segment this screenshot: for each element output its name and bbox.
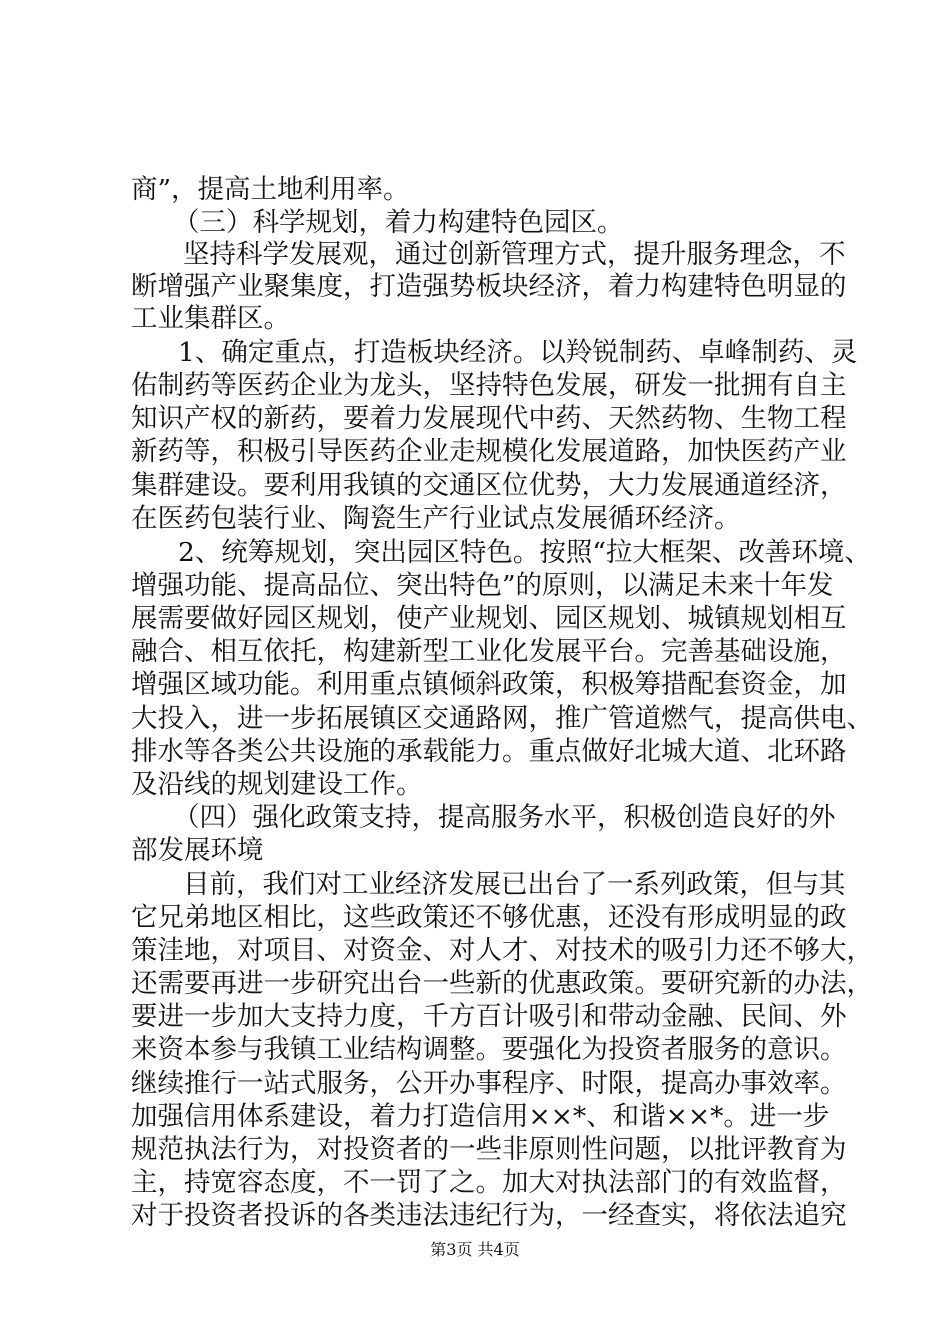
section-heading: （三）科学规划，着力构建特色园区。: [173, 207, 624, 238]
text-line: 主，持宽容态度，不一罚了之。加大对执法部门的有效监督，: [131, 1167, 847, 1198]
text-line: 新药等，积极引导医药企业走规模化发展道路，加快医药产业: [131, 436, 847, 467]
text-line: 商”，提高土地利用率。: [131, 174, 410, 205]
text-line: 要进一步加大支持力度，千方百计吸引和带动金融、民间、外: [131, 1001, 847, 1032]
text-line: 融合、相互依托，构建新型工业化发展平台。完善基础设施，: [131, 636, 847, 667]
text-line: 规范执法行为，对投资者的一些非原则性问题，以批评教育为: [131, 1134, 847, 1165]
section-heading: （四）强化政策支持，提高服务水平，积极创造良好的外: [173, 802, 836, 833]
text-line: 2、统筹规划，突出园区特色。按照“拉大框架、改善环境、: [178, 537, 871, 568]
text-line: 坚持科学发展观，通过创新管理方式，提升服务理念，不: [183, 239, 846, 270]
text-line: 知识产权的新药，要着力发展现代中药、天然药物、生物工程: [131, 403, 847, 434]
text-line: 它兄弟地区相比，这些政策还不够优惠，还没有形成明显的政: [131, 902, 847, 933]
text-line: 排水等各类公共设施的承载能力。重点做好北城大道、北环路: [131, 736, 847, 767]
text-line: 佑制药等医药企业为龙头，坚持特色发展，研发一批拥有自主: [131, 370, 847, 401]
text-line: 目前，我们对工业经济发展已出台了一系列政策，但与其: [183, 869, 846, 900]
text-line: 增强功能、提高品位、突出特色”的原则，以满足未来十年发: [131, 570, 834, 601]
text-line: 在医药包装行业、陶瓷生产行业试点发展循环经济。: [131, 503, 741, 534]
text-line: 大投入，进一步拓展镇区交通路网，推广管道燃气，提高供电、: [131, 703, 873, 734]
text-line: 断增强产业聚集度，打造强势板块经济，着力构建特色明显的: [131, 271, 847, 302]
text-line: 工业集群区。: [131, 303, 290, 334]
section-heading: 部发展环境: [131, 835, 264, 866]
text-line: 还需要再进一步研究出台一些新的优惠政策。要研究新的办法，: [131, 968, 873, 999]
text-line: 增强区域功能。利用重点镇倾斜政策，积极筹措配套资金，加: [131, 669, 847, 700]
text-line: 对于投资者投诉的各类违法违纪行为，一经查实，将依法追究: [131, 1200, 847, 1231]
text-line: 加强信用体系建设，着力打造信用××*、和谐××*。进一步: [131, 1101, 830, 1132]
text-line: 集群建设。要利用我镇的交通区位优势，大力发展通道经济，: [131, 470, 847, 501]
text-line: 继续推行一站式服务，公开办事程序、时限，提高办事效率。: [131, 1068, 847, 1099]
page-number-footer: 第3页 共4页: [430, 1240, 520, 1259]
text-line: 及沿线的规划建设工作。: [131, 769, 423, 800]
text-line: 展需要做好园区规划，使产业规划、园区规划、城镇规划相互: [131, 603, 847, 634]
text-line: 策洼地，对项目、对资金、对人才、对技术的吸引力还不够大，: [131, 935, 873, 966]
text-line: 1、确定重点，打造板块经济。以羚锐制药、卓峰制药、灵: [178, 337, 858, 368]
text-line: 来资本参与我镇工业结构调整。要强化为投资者服务的意识。: [131, 1034, 847, 1065]
